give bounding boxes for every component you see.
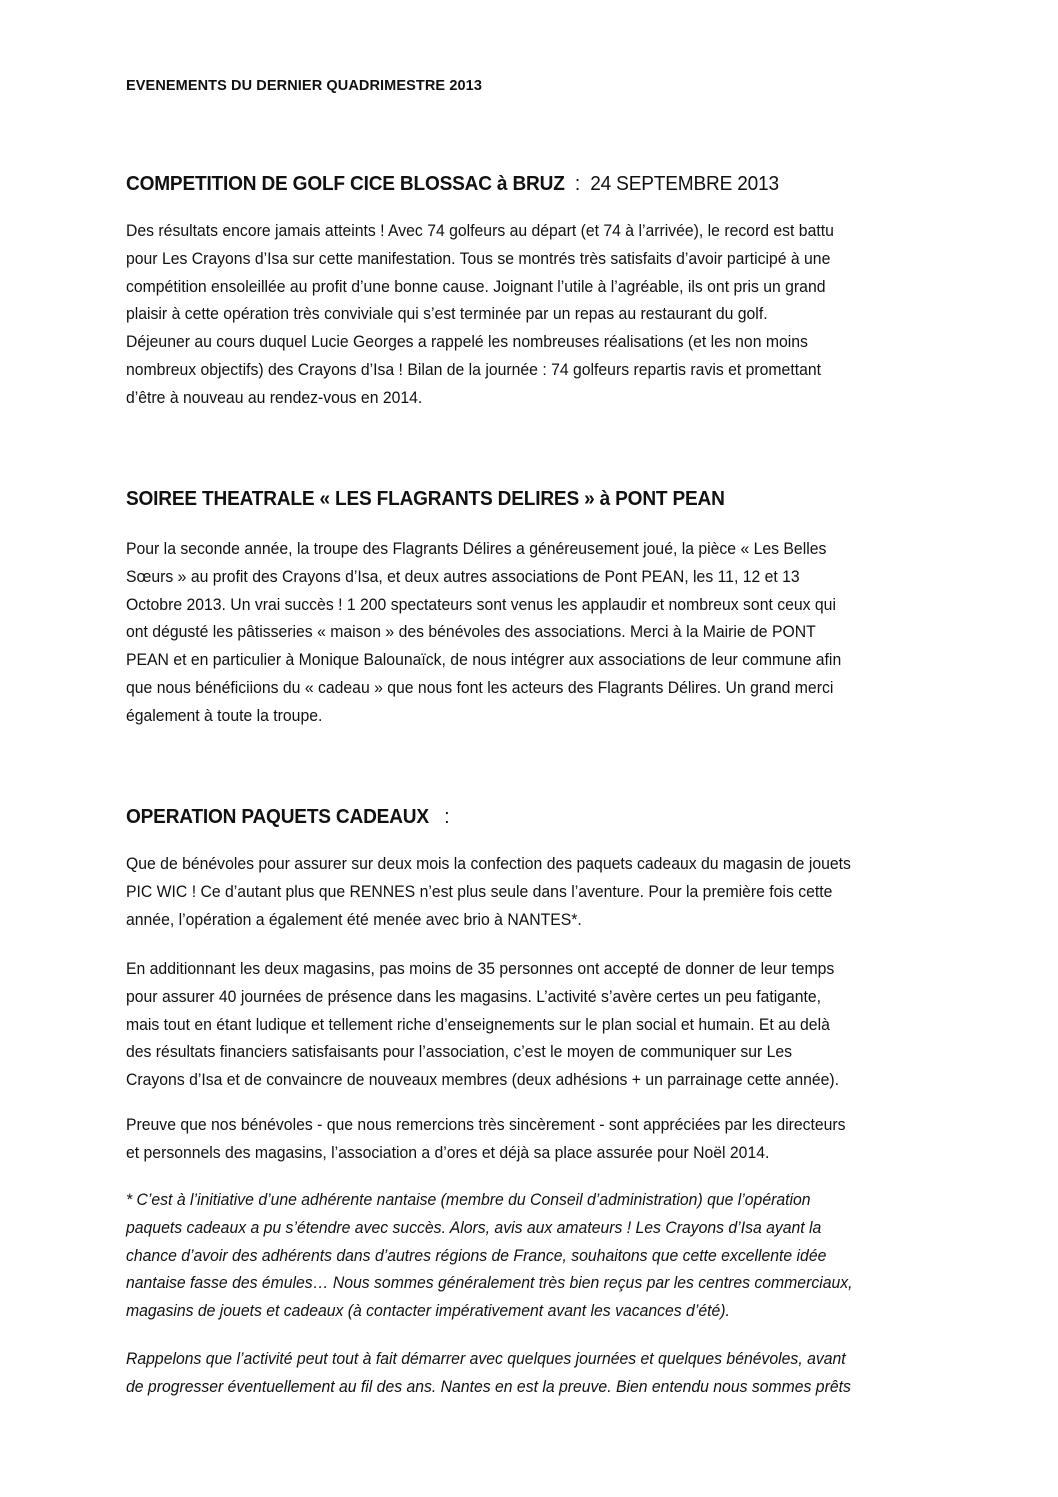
text-line: Déjeuner au cours duquel Lucie Georges a rappelé les nombreuses réalisations (et les non moins <box>126 333 808 352</box>
text-line: magasins de jouets et cadeaux (à contacter impérativement avant les vacances d’été). <box>126 1302 730 1321</box>
text-line: et personnels des magasins, l’association a d’ores et déjà sa place assurée pour Noël 2014. <box>126 1143 770 1162</box>
text-line: ont dégusté les pâtisseries « maison » des bénévoles des associations. Merci à la Mairie de PONT <box>126 623 816 642</box>
text-line: pour assurer 40 journées de présence dans les magasins. L’activité s’avère certes un peu fatigante, <box>126 987 822 1006</box>
text-line: pour Les Crayons d’Isa sur cette manifestation. Tous se montrés très satisfaits d’avoir participé à une <box>126 249 831 268</box>
document-title: EVENEMENTS DU DERNIER QUADRIMESTRE 2013 <box>126 78 482 94</box>
text-line: Preuve que nos bénévoles - que nous remercions très sincèrement - sont appréciées par les directeurs <box>126 1116 846 1134</box>
paragraph-gift-wrapping-thanks <box>126 1112 956 1168</box>
text-line: année, l’opération a également été menée avec brio à NANTES*. <box>126 910 582 929</box>
section-heading-golf-date: : 24 SEPTEMBRE 2013 <box>564 172 779 195</box>
text-line: que nous bénéficiions du « cadeau » que nous font les acteurs des Flagrants Délires. Un grand merci <box>126 678 834 697</box>
text-line: de progresser éventuellement au fil des ans. Nantes en est la preuve. Bien entendu nous sommes prêts <box>126 1377 851 1396</box>
text-line: nantaise fasse des émules… Nous sommes généralement très bien reçus par les centres commerciaux, <box>126 1274 853 1293</box>
section-heading-golf-title: COMPETITION DE GOLF CICE BLOSSAC à BRUZ <box>126 172 565 195</box>
section-heading-theatre-title: SOIREE THEATRALE « LES FLAGRANTS DELIRES » à PONT PEAN <box>126 487 725 510</box>
section-heading-gift-wrapping-title: OPERATION PAQUETS CADEAUX <box>126 805 429 828</box>
text-line: Octobre 2013. Un vrai succès ! 1 200 spectateurs sont venus les applaudir et nombreux sont ceux qui <box>126 595 836 614</box>
section-heading-theatre <box>126 487 725 511</box>
text-line: d’être à nouveau au rendez-vous en 2014. <box>126 388 423 407</box>
text-line: Rappelons que l’activité peut tout à fait démarrer avec quelques journées et quelques bénévoles, avant <box>126 1350 846 1368</box>
text-line: des résultats financiers satisfaisants pour l’association, c’est le moyen de communiquer sur Les <box>126 1043 793 1062</box>
text-line: mais tout en étant ludique et tellement riche d’enseignements sur le plan social et humain. Et au delà <box>126 1015 830 1034</box>
paragraph-gift-wrapping-results <box>126 956 956 1095</box>
text-line: paquets cadeaux a pu s’étendre avec succès. Alors, avis aux amateurs ! Les Crayons d’Isa ayant la <box>126 1218 822 1237</box>
section-heading-gift-wrapping-colon: : <box>428 805 450 828</box>
text-line: compétition ensoleillée au profit d’une bonne cause. Joignant l’utile à l’agréable, ils ont pris un grand <box>126 277 826 296</box>
text-line: Pour la seconde année, la troupe des Flagrants Délires a généreusement joué, la pièce « Les Belles <box>126 540 827 558</box>
text-line: chance d’avoir des adhérents dans d’autres régions de France, souhaitons que cette excellente idée <box>126 1246 827 1265</box>
paragraph-gift-wrapping-reminder <box>126 1346 956 1402</box>
text-line: * C’est à l’initiative d’une adhérente nantaise (membre du Conseil d’administration) que l’opération <box>126 1191 811 1209</box>
text-line: Des résultats encore jamais atteints ! Avec 74 golfeurs au départ (et 74 à l’arrivée), le record est battu <box>126 222 834 240</box>
text-line: Que de bénévoles pour assurer sur deux mois la confection des paquets cadeaux du magasin de jouets <box>126 855 851 873</box>
text-line: Crayons d’Isa et de convaincre de nouveaux membres (deux adhésions + un parrainage cette année). <box>126 1071 840 1090</box>
text-line: En additionnant les deux magasins, pas moins de 35 personnes ont accepté de donner de leur temps <box>126 960 835 978</box>
paragraph-theatre <box>126 536 956 731</box>
text-line: Sœurs » au profit des Crayons d’Isa, et deux autres associations de Pont PEAN, les 11, 12 et 13 <box>126 567 800 586</box>
paragraph-gift-wrapping-footnote <box>126 1187 956 1326</box>
text-line: également à toute la troupe. <box>126 706 323 725</box>
text-line: plaisir à cette opération très conviviale qui s’est terminée par un repas au restaurant du golf. <box>126 305 768 324</box>
paragraph-gift-wrapping-intro <box>126 851 956 934</box>
text-line: nombreux objectifs) des Crayons d’Isa ! Bilan de la journée : 74 golfeurs repartis ravis et promettant <box>126 360 822 379</box>
section-heading-golf <box>126 172 779 196</box>
text-line: PIC WIC ! Ce d’autant plus que RENNES n’est plus seule dans l’aventure. Pour la première fois cette <box>126 882 833 901</box>
text-line: PEAN et en particulier à Monique Balounaïck, de nous intégrer aux associations de leur commune afin <box>126 651 842 670</box>
paragraph-golf <box>126 218 956 413</box>
section-heading-gift-wrapping <box>126 805 449 829</box>
